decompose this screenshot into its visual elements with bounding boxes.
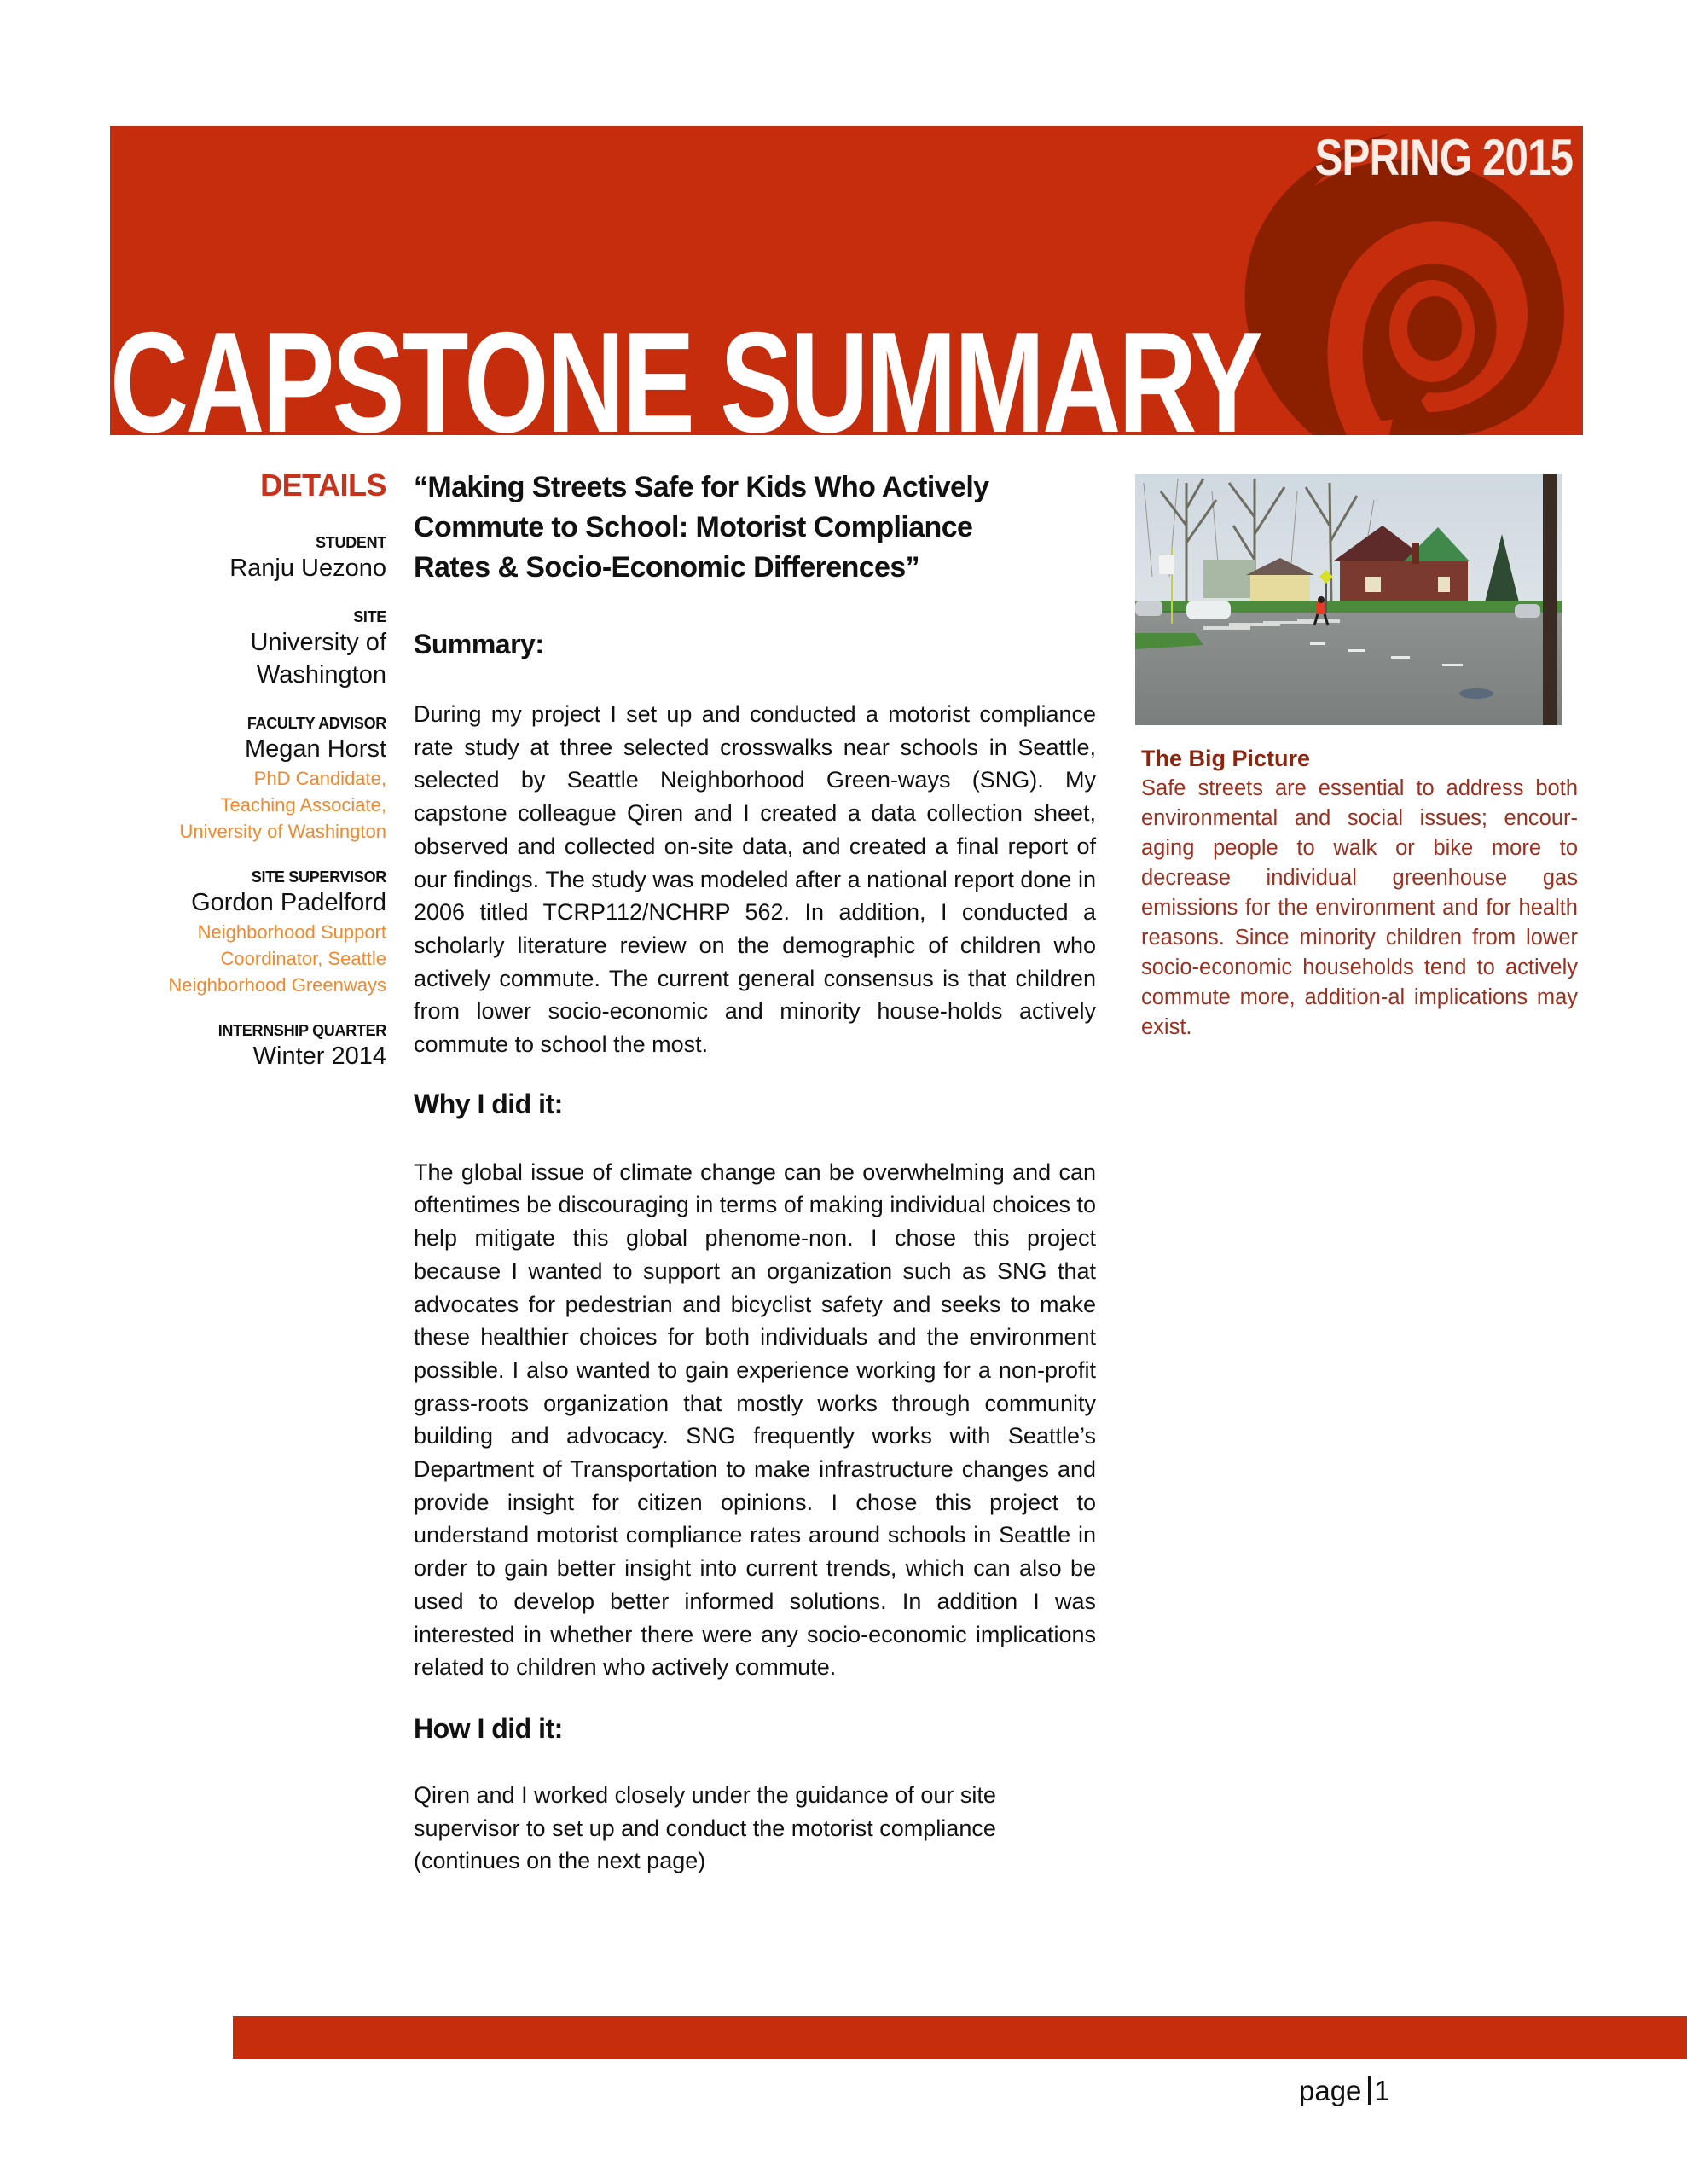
student-group [119, 534, 386, 584]
page-title: CAPSTONE SUMMARY [110, 302, 1261, 435]
why-body: The global issue of climate change can be overwhelming and can oftentimes be discouraging in terms of making individual choices to help mitigate this global phenome-non. I chose this project because I wanted to support an organization such as SNG that advocates for pedestrian and bicyclist safety and seeks to make these healthier choices for both individuals and the environment possible. I also wanted to gain experience working for a non-profit grass-roots organization that mostly works through community building and advocacy. SNG frequently works with Seattle’s Department of Transportation to make infrastructure changes and provide insight for citizen opinions. I chose this project to understand motorist compliance rates around schools in Seattle in order to gain better insight into current trends, which can also be used to develop better informed solutions. In addition I was interested in whether there were any socio-economic implications related to children who actively commute. [414, 1159, 1096, 1681]
page-number [1299, 2075, 1390, 2107]
main-content [414, 468, 1096, 1878]
how-body-line: Qiren and I worked closely under the guidance of our site [414, 1781, 996, 1808]
faculty-advisor-title-line: University of Washington [179, 821, 386, 842]
student-label: STUDENT [316, 534, 386, 551]
faculty-advisor-title-line: Teaching Associate, [220, 794, 386, 816]
page-label: page [1299, 2075, 1362, 2106]
why-heading: Why I did it: [414, 1088, 563, 1119]
how-body-line: supervisor to set up and conduct the motorist compliance [414, 1815, 996, 1841]
faculty-advisor-group [119, 715, 386, 845]
site-supervisor-title-line: Neighborhood Greenways [168, 974, 386, 996]
summary-heading: Summary: [414, 629, 544, 659]
season-label: SPRING 2015 [1314, 129, 1573, 186]
how-heading: How I did it: [414, 1712, 563, 1744]
faculty-advisor-label: FACULTY ADVISOR [246, 715, 386, 732]
header-banner [110, 126, 1583, 435]
page-number-value: 1 [1374, 2075, 1390, 2106]
how-body [414, 1779, 1096, 1878]
capstone-title-line: Commute to School: Motorist Compliance [414, 511, 973, 543]
continues-note: (continues on the next page) [414, 1848, 706, 1874]
internship-quarter-label: INTERNSHIP QUARTER [217, 1022, 386, 1039]
site-supervisor-title-line: Coordinator, Seattle [220, 948, 386, 969]
site-supervisor-name: Gordon Padelford [191, 889, 386, 916]
site-supervisor-group [119, 868, 386, 998]
site-name-line: University of [250, 629, 386, 656]
internship-quarter-value: Winter 2014 [252, 1043, 386, 1070]
faculty-advisor-name: Megan Horst [244, 735, 386, 763]
site-label: SITE [353, 608, 386, 625]
big-picture-callout [1141, 746, 1578, 1043]
capstone-title-line: “Making Streets Safe for Kids Who Actively [414, 471, 989, 503]
crosswalk-photo-image [1135, 474, 1562, 725]
site-supervisor-label: SITE SUPERVISOR [251, 868, 386, 886]
big-picture-title: The Big Picture [1141, 746, 1311, 771]
site-group [119, 608, 386, 691]
faculty-advisor-title-line: PhD Candidate, [253, 768, 386, 789]
capstone-title-line: Rates & Socio-Economic Differences” [414, 551, 920, 584]
capstone-title [414, 468, 1096, 588]
summary-body: During my project I set up and conducted a motorist compliance rate study at three selected crosswalks near schools in Seattle, selected by Seattle Neighborhood Green-ways (SNG). My capstone colleague Qiren and I created a data collection sheet, observed and collected on-site data, and created a final report of our findings. The study was modeled after a national report done in 2006 titled TCRP112/NCHRP 562. In addition, I conducted a scholarly literature review on the demographic of children who actively commute. The current general consensus is that children from lower socio-economic and minority house-holds actively commute to school the most. [414, 701, 1096, 1058]
crosswalk-photo [1135, 474, 1562, 725]
student-name: Ranju Uezono [229, 555, 386, 582]
details-heading: DETAILS [260, 468, 386, 502]
site-supervisor-title-line: Neighborhood Support [197, 921, 386, 943]
page-separator [1368, 2076, 1371, 2105]
details-sidebar [119, 468, 386, 1096]
internship-quarter-group [119, 1022, 386, 1072]
footer-bar [233, 2016, 1687, 2059]
site-name-line: Washington [256, 661, 386, 688]
big-picture-body: Safe streets are essential to address both environmental and social issues; encour-aging people to walk or bike more to decrease individual greenhouse gas emissions for the environment and for health reasons. Since minority children from lower socio-economic households tend to actively commute more, addition-al implications may exist. [1141, 776, 1578, 1039]
